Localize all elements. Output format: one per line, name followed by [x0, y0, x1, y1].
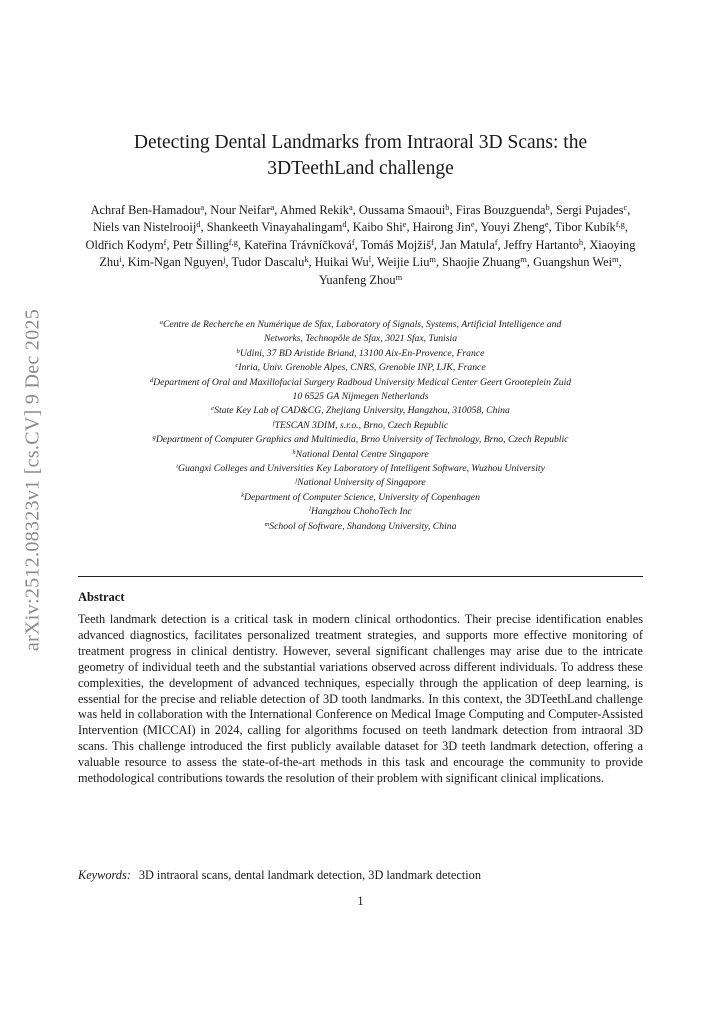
author-affiliation-marker: e [544, 219, 549, 230]
affiliation-key: c [235, 362, 239, 370]
abstract-top-rule [78, 576, 643, 577]
affiliation-line [76, 404, 645, 418]
affiliation-key: e [211, 405, 215, 413]
keywords-text: 3D intraoral scans, dental landmark detection, 3D landmark detection [138, 868, 481, 882]
author [456, 203, 550, 217]
affiliation-key: i [176, 462, 178, 470]
affiliation-text: Hangzhou ChohoTech Inc [311, 506, 412, 518]
author-name: Hairong Jin [412, 220, 471, 235]
author-affiliation-marker: d [342, 219, 347, 230]
affiliation-key: h [292, 448, 296, 456]
author-name: Niels van Nistelrooij [93, 220, 197, 235]
author-name: Guangshun Wei [533, 255, 613, 270]
author-affiliation-marker: m [429, 254, 436, 265]
author-affiliation-marker: f [351, 236, 355, 247]
affiliation-key: a [159, 318, 163, 326]
affiliation-text: Networks, Technopôle de Sfax, 3021 Sfax, Tunisia [263, 333, 458, 345]
affiliation-text: Guangxi Colleges and Universities Key Laboratory of Intelligent Software, Wuzhou University [177, 463, 545, 475]
affiliation-text: TESCAN 3DIM, s.r.o., Brno, Czech Republic [274, 419, 449, 431]
affiliation-list [76, 318, 645, 534]
author-name: Yuanfeng Zhou [318, 272, 396, 287]
affiliation-key: d [149, 376, 154, 384]
affiliation-text: National Dental Centre Singapore [295, 448, 429, 460]
author-affiliation-marker: a [200, 201, 205, 212]
affiliation-text: Udini, 37 BD Aristide Briand, 13100 Aix-En-Provence, France [239, 347, 485, 359]
affiliation-text: School of Software, Shandong University, China [269, 520, 457, 532]
author-affiliation-marker: e [402, 219, 407, 230]
affiliation-line [76, 347, 645, 361]
author-name: Youyi Zheng [480, 220, 545, 235]
author-name: Nour Neifar [210, 203, 271, 217]
author-affiliation-marker: f [163, 236, 167, 247]
author [413, 220, 475, 234]
affiliation-text: State Key Lab of CAD&CG, Zhejiang University, Hangzhou, 310058, China [214, 405, 510, 417]
author-affiliation-marker: c [623, 201, 628, 212]
affiliation-line [76, 390, 645, 404]
affiliation-text: Department of Computer Graphics and Multimedia, Brno University of Technology, Brno, Czech Republic [155, 434, 569, 446]
author [359, 203, 450, 217]
author-name: Oussama Smaoui [358, 203, 446, 217]
author [555, 220, 625, 234]
title-line-1: Detecting Dental Landmarks from Intraoral 3D Scans: the [133, 132, 588, 153]
affiliation-key: m [264, 520, 270, 528]
author-name: Tomáš Mojžiš [360, 237, 432, 252]
affiliation-text: 10 6525 GA Nijmegen Netherlands [292, 391, 429, 403]
author [91, 203, 205, 217]
author [504, 238, 583, 252]
author-affiliation-marker: d [196, 219, 201, 230]
author [128, 255, 226, 269]
affiliation-text: Department of Oral and Maxillofacial Surgery Radboud University Medical Center Geert Grooteplein Zuid [153, 376, 572, 388]
affiliation-line [76, 448, 645, 462]
author-affiliation-marker: f [494, 236, 498, 247]
author-name: Jan Matula [440, 237, 495, 252]
author [86, 238, 167, 252]
author-affiliation-marker: l [368, 254, 372, 265]
affiliation-line [76, 376, 645, 390]
author-affiliation-marker: i [119, 254, 122, 265]
affiliation-key: g [152, 434, 156, 442]
affiliation-line [76, 476, 645, 490]
author [210, 203, 274, 217]
author [280, 203, 353, 217]
author [442, 255, 527, 269]
affiliation-key: l [309, 506, 311, 514]
affiliation-line [76, 462, 645, 476]
author-affiliation-marker: f,g [615, 219, 625, 230]
author-name: Petr Šilling [172, 237, 229, 252]
page-number: 1 [357, 894, 364, 908]
affiliation-key: j [295, 477, 298, 485]
author-affiliation-marker: h [578, 236, 584, 247]
author [533, 255, 619, 269]
abstract-body: Teeth landmark detection is a critical task in modern clinical orthodontics. Their precise identification enables advanced diagnostics, facilitates personalized treatment strategies, and supports more effective monitoring of treatment progress in clinical dentistry. However, several significant challenges may arise due to the intricate geometry of individual teeth and the substantial variations observed across different individuals. To address these complexities, the development of advanced techniques, especially through the application of deep learning, is essential for the precise and reliable detection of 3D tooth landmarks. In this context, the 3DTeethLand challenge was held in collaboration with the International Conference on Medical Image Computing and Computer-Assisted Intervention (MICCAI) in 2024, calling for algorithms focused on teeth landmark detection from intraoral 3D scans. This challenge introduced the first publicly available dataset for 3D teeth landmark detection, offering a valuable resource to assess the state-of-the-art methods in this task and encourage the community to provide methodological contributions towards the resolution of their problem with significant clinical implications. [78, 612, 643, 786]
author-name: Kaibo Shi [352, 220, 403, 235]
author [173, 238, 238, 252]
affiliation-text: Centre de Recherche en Numérique de Sfax, Laboratory of Signals, Systems, Artificial Intelligence and [162, 319, 562, 330]
author-affiliation-marker: k [304, 254, 309, 265]
affiliation-line [76, 361, 645, 375]
author-name: Sergi Pujades [555, 203, 624, 217]
affiliation-line [76, 318, 645, 332]
affiliation-line [76, 520, 645, 534]
author-name: Kateřina Trávníčková [244, 237, 352, 252]
affiliation-line [76, 491, 645, 505]
affiliation-line [76, 433, 645, 447]
author [207, 220, 347, 234]
arxiv-sidebar-stamp [12, 300, 54, 660]
author-affiliation-marker: m [612, 254, 619, 265]
affiliation-key: f [272, 419, 275, 427]
author-name: Shaojie Zhuang [442, 255, 521, 270]
affiliation-line [76, 505, 645, 519]
affiliation-line [76, 332, 645, 346]
author-affiliation-marker: a [348, 201, 353, 212]
author [319, 273, 402, 287]
keywords-label: Keywords: [78, 868, 131, 882]
author-name: Huikai Wu [314, 255, 369, 270]
affiliation-key: b [236, 347, 240, 355]
author-affiliation-marker: m [520, 254, 527, 265]
abstract-heading: Abstract [78, 590, 125, 604]
author [93, 220, 200, 234]
author-name: Kim-Ngan Nguyen [127, 255, 224, 270]
author [315, 255, 371, 269]
author-affiliation-marker: m [395, 271, 403, 282]
author-affiliation-marker: b [545, 201, 550, 212]
keywords-line [78, 868, 643, 883]
author-list: Achraf Ben-Hamadou$^a$, Nour Neifar$^a$, Ahmed Rekik$^a$, Oussama Smaoui$^b$, Firas Bouzguenda$^b$, Sergi Pujades$^c$, Niels van Nistelrooij$^d$, Shankeeth Vinayahalingam$^d$, Kaibo Shi$^e$, Hairong Jin$^e$, Youyi Zheng$^e$, Tibor Kubík$^{f,g}$, Oldřich Kodym$^f$, Petr Šilling$^{f,g}$, Kateřina Trávníčková$^f$, Tomáš Mojžiš$^f$, Jan Matula$^f$, Jeffry Hartanto$^h$, Xiaoying Zhu$^i$, Kim-Ngan Nguyen$^j$, Tudor Dascalu$^k$, Huikai Wu$^l$, Weijie Liu$^m$, Shaojie Zhuang$^m$, Guangshun Wei$^m$, Yuanfeng Zhou$^m$ [85, 201, 636, 287]
author-name: Achraf Ben-Hamadou [90, 203, 201, 217]
author [480, 220, 548, 234]
author-name: Jeffry Hartanto [503, 237, 579, 252]
author-name: Tudor Dascalu [231, 255, 305, 270]
author-name: Xiaoying Zhu [99, 237, 636, 270]
author-name: Tibor Kubík [554, 220, 616, 235]
affiliation-line [76, 419, 645, 433]
author-affiliation-marker: a [270, 201, 275, 212]
author [244, 238, 355, 252]
author-affiliation-marker: f [431, 236, 434, 247]
author [231, 255, 308, 269]
author-name: Shankeeth Vinayahalingam [206, 220, 343, 235]
author-affiliation-marker: e [470, 219, 475, 230]
author [353, 220, 407, 234]
author-name: Ahmed Rekik [279, 203, 349, 217]
affiliation-text: Department of Computer Science, University of Copenhagen [243, 491, 480, 503]
paper-title [78, 130, 643, 182]
title-line-2: 3DTeethLand challenge [267, 158, 454, 179]
author-name: Firas Bouzguenda [455, 203, 546, 217]
author-affiliation-marker: b [445, 201, 450, 212]
author [440, 238, 498, 252]
affiliation-text: National University of Singapore [297, 477, 426, 489]
author-name: Oldřich Kodym [85, 237, 164, 252]
affiliation-key: k [241, 491, 244, 499]
author [377, 255, 436, 269]
author-affiliation-marker: f,g [228, 236, 238, 247]
author-name: Weijie Liu [377, 255, 430, 270]
author [361, 238, 434, 252]
arxiv-identifier: arXiv:2512.08323v1 [cs.CV] 9 Dec 2025 [21, 308, 44, 652]
affiliation-text: Inria, Univ. Grenoble Alpes, CNRS, Grenoble INP, LJK, France [238, 362, 486, 374]
author-affiliation-marker: j [223, 254, 226, 265]
author [556, 203, 627, 217]
